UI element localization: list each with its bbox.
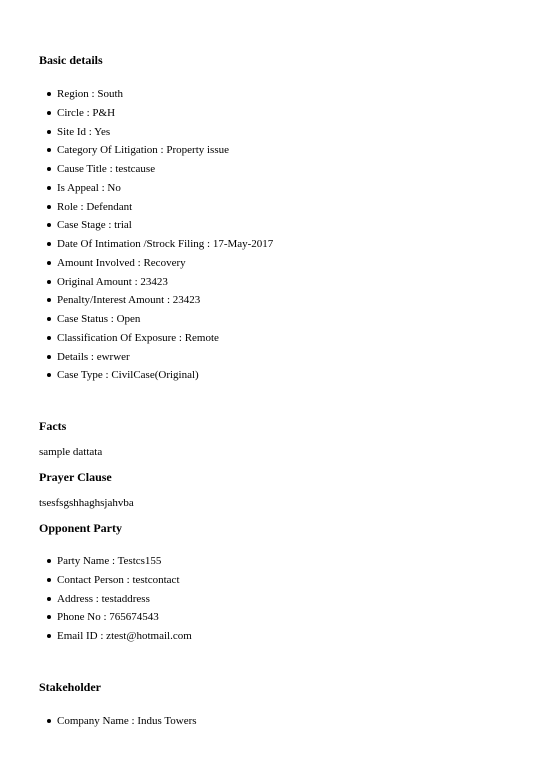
opponent-party-list [39, 554, 192, 648]
facts-text: sample dattata [39, 446, 103, 458]
prayer-clause-text: tsesfsgshhaghsjahvba [39, 497, 134, 509]
basic-details-item: Classification Of Exposure : Remote [39, 331, 273, 345]
basic-details-item: Amount Involved : Recovery [39, 256, 273, 270]
basic-details-item: Category Of Litigation : Property issue [39, 143, 273, 157]
basic-details-item: Penalty/Interest Amount : 23423 [39, 293, 273, 307]
basic-details-item: Details : ewrwer [39, 350, 273, 364]
basic-details-item: Is Appeal : No [39, 181, 273, 195]
stakeholder-item: Company Name : Indus Towers [39, 714, 197, 728]
opponent-party-item: Address : testaddress [39, 592, 192, 606]
basic-details-item: Original Amount : 23423 [39, 275, 273, 289]
basic-details-item: Site Id : Yes [39, 125, 273, 139]
prayer-clause-heading: Prayer Clause [39, 470, 112, 484]
basic-details-heading: Basic details [39, 53, 103, 67]
basic-details-item: Case Stage : trial [39, 218, 273, 232]
opponent-party-item: Party Name : Testcs155 [39, 554, 192, 568]
basic-details-list [39, 87, 273, 387]
basic-details-item: Region : South [39, 87, 273, 101]
basic-details-item: Circle : P&H [39, 106, 273, 120]
opponent-party-item: Phone No : 765674543 [39, 610, 192, 624]
opponent-party-item: Contact Person : testcontact [39, 573, 192, 587]
stakeholder-list [39, 714, 197, 733]
basic-details-item: Case Type : CivilCase(Original) [39, 368, 273, 382]
stakeholder-heading: Stakeholder [39, 680, 102, 694]
basic-details-item: Role : Defendant [39, 200, 273, 214]
opponent-party-item: Email ID : ztest@hotmail.com [39, 629, 192, 643]
basic-details-item: Date Of Intimation /Strock Filing : 17-May-2017 [39, 237, 273, 251]
opponent-party-heading: Opponent Party [39, 521, 123, 535]
facts-heading: Facts [39, 419, 67, 433]
basic-details-item: Case Status : Open [39, 312, 273, 326]
basic-details-item: Cause Title : testcause [39, 162, 273, 176]
